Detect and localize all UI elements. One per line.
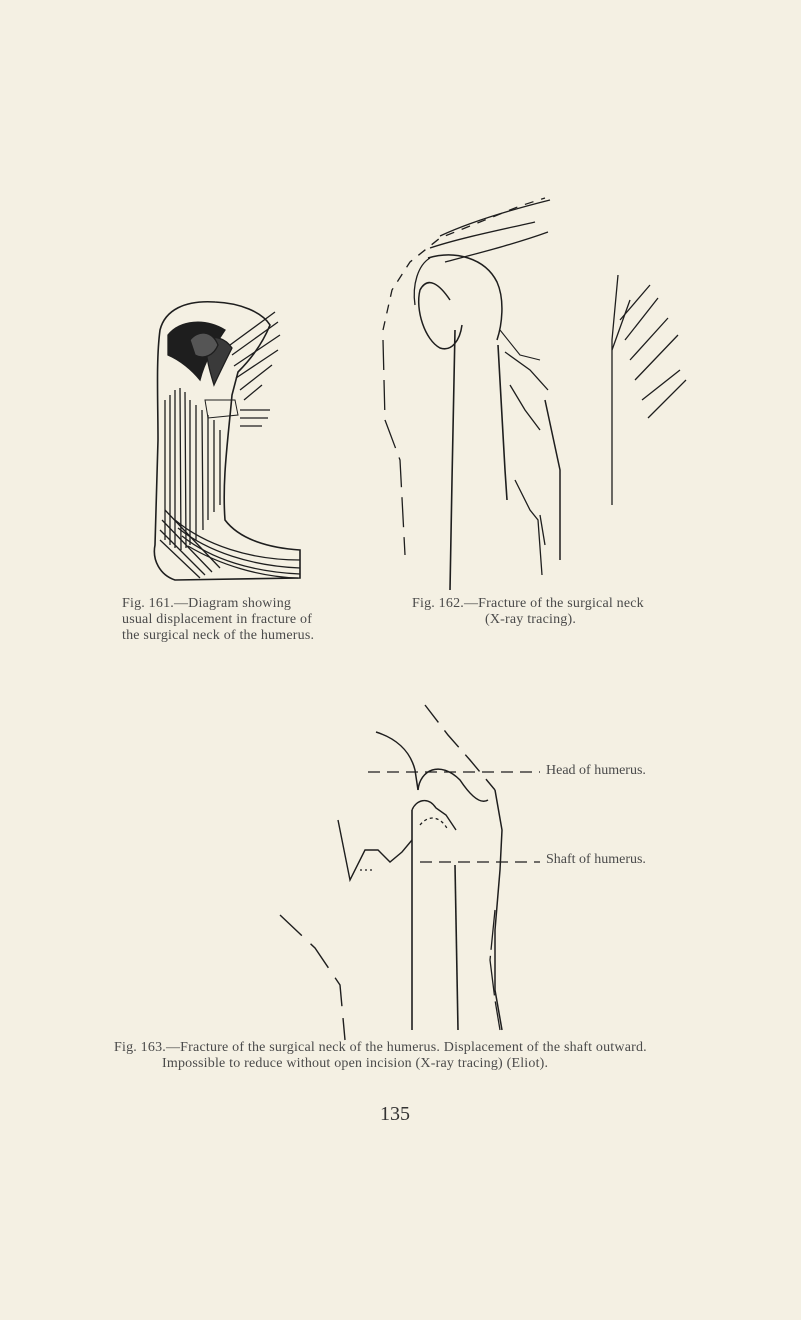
fig161-drawing (154, 302, 300, 580)
fig162-drawing (383, 198, 686, 590)
fig161-caption (122, 596, 352, 644)
fig162-caption (412, 596, 712, 628)
fig161-caption-line1: Fig. 161.—Diagram showing (122, 596, 292, 611)
fig163-caption-line2: Impossible to reduce without open incision (X-ray tracing) (Eliot). (162, 1056, 549, 1071)
fig162-caption-line2: (X-ray tracing). (485, 612, 577, 627)
shaft-of-humerus-label: Shaft of humerus. (546, 852, 646, 867)
head-of-humerus-label: Head of humerus. (546, 763, 646, 778)
fig163-caption (114, 1040, 794, 1072)
fig163-drawing (280, 705, 540, 1040)
fig163-caption-line1: Fig. 163.—Fracture of the surgical neck of the humerus. Displacement of the shaft outward. (114, 1040, 647, 1055)
page-number: 135 (380, 1103, 410, 1125)
fig161-caption-line3: the surgical neck of the humerus. (122, 628, 315, 643)
fig161-caption-line2: usual displacement in fracture of (122, 612, 313, 627)
fig162-caption-line1: Fig. 162.—Fracture of the surgical neck (412, 596, 644, 611)
